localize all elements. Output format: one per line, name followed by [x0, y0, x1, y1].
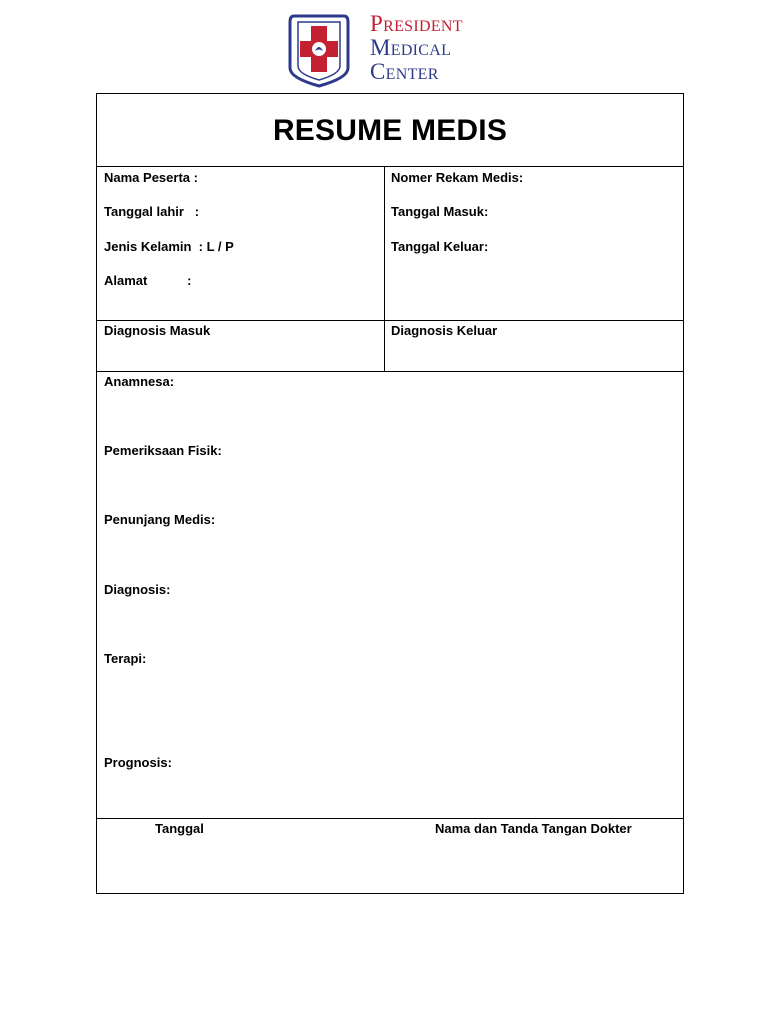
tanggal-lahir-label: Tanggal lahir :	[104, 204, 200, 219]
penunjang-medis-label: Penunjang Medis:	[104, 512, 216, 527]
logo-line-1: President	[370, 11, 463, 36]
tanggal-masuk-label: Tanggal Masuk:	[391, 204, 489, 219]
diagnosis-label: Diagnosis:	[104, 582, 171, 597]
logo-text	[370, 12, 463, 84]
logo-line-3: Center	[370, 59, 439, 84]
divider-diagnosis	[97, 320, 683, 321]
title-row	[97, 94, 683, 167]
pemeriksaan-fisik-label: Pemeriksaan Fisik:	[104, 443, 222, 458]
form-title: RESUME MEDIS	[272, 114, 508, 147]
terapi-label: Terapi:	[104, 651, 147, 666]
red-cross-emblem-icon	[286, 12, 352, 88]
resume-form	[96, 93, 684, 894]
doctor-signature-label: Nama dan Tanda Tangan Dokter	[435, 821, 632, 836]
prognosis-label: Prognosis:	[104, 755, 172, 770]
divider-footer	[97, 818, 683, 819]
diagnosis-masuk-label: Diagnosis Masuk	[104, 323, 211, 338]
tanggal-footer-label: Tanggal	[155, 821, 204, 836]
nama-peserta-label: Nama Peserta :	[104, 170, 198, 185]
column-divider	[384, 167, 385, 372]
diagnosis-keluar-label: Diagnosis Keluar	[391, 323, 498, 338]
logo-line-2: Medical	[370, 35, 452, 60]
tanggal-keluar-label: Tanggal Keluar:	[391, 239, 489, 254]
anamnesa-label: Anamnesa:	[104, 374, 175, 389]
divider-anamnesa	[97, 371, 683, 372]
jenis-kelamin-label: Jenis Kelamin : L / P	[104, 239, 234, 254]
logo	[286, 12, 496, 88]
nomer-rekam-medis-label: Nomer Rekam Medis:	[391, 170, 524, 185]
alamat-label: Alamat :	[104, 273, 192, 288]
